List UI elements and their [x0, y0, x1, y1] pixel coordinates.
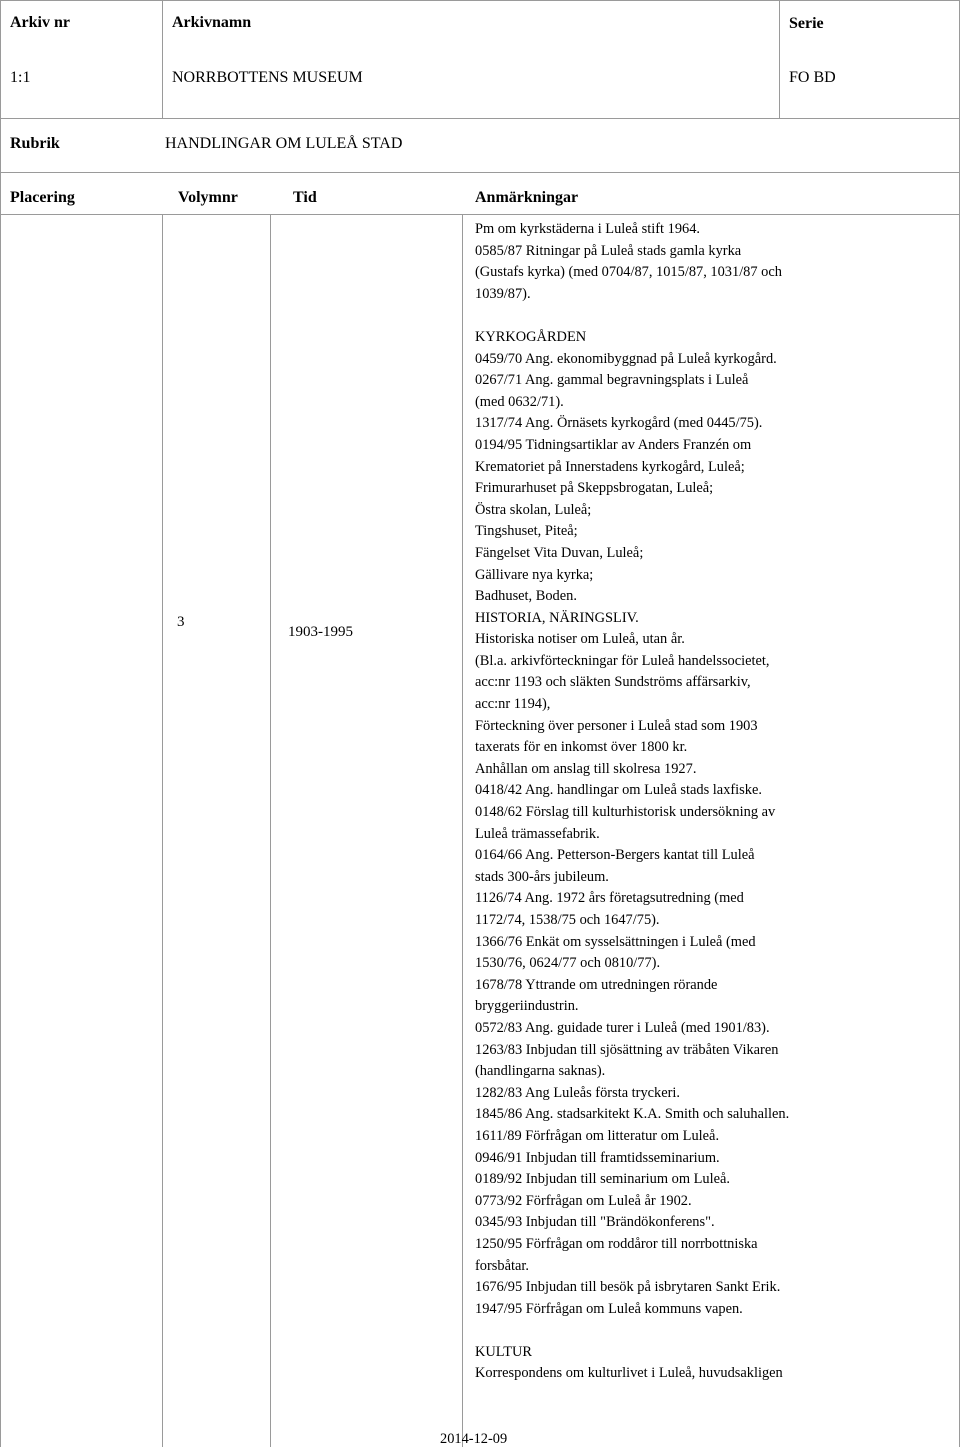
note-line: 1250/95 Förfrågan om roddåror till norrbottniska: [475, 1235, 758, 1252]
note-line: 0345/93 Inbjudan till "Brändökonferens".: [475, 1214, 715, 1231]
note-line: 0189/92 Inbjudan till seminarium om Luleå.: [475, 1171, 730, 1188]
rule-top: [0, 0, 960, 1]
rule-rubrik: [0, 172, 960, 173]
note-line: 0459/70 Ang. ekonomibyggnad på Luleå kyrkogård.: [475, 350, 777, 367]
note-line: Luleå trämassefabrik.: [475, 825, 600, 842]
rubrik-label: Rubrik: [10, 135, 60, 152]
note-line: Krematoriet på Innerstadens kyrkogård, Luleå;: [475, 458, 745, 475]
notes-block-kultur: [475, 1342, 789, 1385]
note-line: Korrespondens om kulturlivet i Luleå, huvudsakligen: [475, 1365, 783, 1382]
note-line: 1172/74, 1538/75 och 1647/75).: [475, 912, 660, 928]
note-line: 1366/76 Enkät om sysselsättningen i Luleå (med: [475, 933, 756, 950]
notes-gap: [475, 1320, 789, 1342]
note-line: 1126/74 Ang. 1972 års företagsutredning (med: [475, 890, 744, 907]
note-line: 1317/74 Ang. Örnäsets kyrkogård (med 0445/75).: [475, 415, 763, 432]
note-line: 1263/83 Inbjudan till sjösättning av träbåten Vikaren: [475, 1041, 779, 1058]
note-line: 1530/76, 0624/77 och 0810/77).: [475, 955, 661, 972]
serie-label: Serie: [789, 15, 824, 32]
rule-left: [0, 0, 1, 1447]
arkivnamn-label: Arkivnamn: [172, 14, 252, 31]
note-line: 1845/86 Ang. stadsarkitekt K.A. Smith och saluhallen.: [475, 1106, 790, 1123]
arkivnr-label: Arkiv nr: [10, 14, 70, 31]
notes-gap: [475, 305, 789, 327]
rule-tid: [270, 214, 271, 1447]
note-line: 0585/87 Ritningar på Luleå stads gamla kyrka: [475, 242, 742, 259]
note-line: 0418/42 Ang. handlingar om Luleå stads laxfiske.: [475, 782, 762, 799]
row-tid: 1903-1995: [288, 624, 353, 640]
serie-value: FO BD: [789, 69, 836, 86]
note-line: 0148/62 Förslag till kulturhistorisk undersökning av: [475, 804, 776, 821]
note-line: Badhuset, Boden.: [475, 588, 577, 605]
note-line: KULTUR: [475, 1343, 533, 1360]
note-line: (Gustafs kyrka) (med 0704/87, 1015/87, 1031/87 och: [475, 264, 782, 281]
notes-block-kyrkogarden: [475, 327, 789, 1320]
note-line: stads 300-års jubileum.: [475, 868, 609, 885]
note-line: 1039/87).: [475, 285, 531, 302]
note-line: 0572/83 Ang. guidade turer i Luleå (med 1901/83).: [475, 1019, 770, 1036]
arkivnr-value: 1:1: [10, 69, 31, 86]
col-tid: Tid: [293, 189, 317, 206]
rubrik-value: HANDLINGAR OM LULEÅ STAD: [165, 135, 403, 152]
note-line: Tingshuset, Piteå;: [475, 523, 578, 540]
note-line: Förteckning över personer i Luleå stad som 1903: [475, 717, 758, 734]
note-line: bryggeriindustrin.: [475, 998, 579, 1015]
note-line: Gällivare nya kyrka;: [475, 566, 594, 583]
rule-volymnr: [162, 214, 163, 1447]
note-line: acc:nr 1194),: [475, 696, 551, 713]
note-line: 0194/95 Tidningsartiklar av Anders Franzén om: [475, 436, 752, 453]
col-placering: Placering: [10, 189, 75, 206]
note-line: forsbåtar.: [475, 1257, 529, 1274]
note-line: KYRKOGÅRDEN: [475, 328, 587, 345]
note-line: 0773/92 Förfrågan om Luleå år 1902.: [475, 1192, 692, 1209]
rule-arkivnamn: [162, 0, 163, 118]
note-line: 0164/66 Ang. Petterson-Bergers kantat till Luleå: [475, 847, 755, 864]
note-line: 1947/95 Förfrågan om Luleå kommuns vapen.: [475, 1300, 743, 1317]
note-line: (handlingarna saknas).: [475, 1063, 606, 1080]
note-line: 1676/95 Inbjudan till besök på isbrytaren Sankt Erik.: [475, 1279, 781, 1296]
note-line: Östra skolan, Luleå;: [475, 501, 592, 518]
note-line: Anhållan om anslag till skolresa 1927.: [475, 760, 697, 777]
col-anmarkningar: Anmärkningar: [475, 189, 579, 206]
rule-columns: [0, 214, 960, 215]
note-line: Frimurarhuset på Skeppsbrogatan, Luleå;: [475, 480, 714, 497]
note-line: (Bl.a. arkivförteckningar för Luleå handelssocietet,: [475, 652, 770, 669]
note-line: 1611/89 Förfrågan om litteratur om Luleå.: [475, 1127, 720, 1144]
note-line: 1678/78 Yttrande om utredningen rörande: [475, 976, 718, 993]
note-line: (med 0632/71).: [475, 393, 564, 410]
notes-block-pm: [475, 219, 789, 305]
footer-date: 2014-12-09: [440, 1431, 508, 1447]
note-line: acc:nr 1193 och släkten Sundströms affärsarkiv,: [475, 674, 751, 691]
note-line: 0267/71 Ang. gammal begravningsplats i Luleå: [475, 372, 749, 389]
rule-anmarkningar: [462, 214, 463, 1447]
note-line: 0946/91 Inbjudan till framtidsseminarium.: [475, 1149, 720, 1166]
row-volymnr: 3: [177, 614, 185, 630]
anmarkningar-text: [475, 219, 789, 1385]
note-line: taxerats för en inkomst över 1800 kr.: [475, 739, 688, 756]
col-volymnr: Volymnr: [178, 189, 238, 206]
note-line: HISTORIA, NÄRINGSLIV.: [475, 609, 639, 626]
note-line: Pm om kyrkstäderna i Luleå stift 1964.: [475, 221, 701, 237]
rule-serie: [779, 0, 780, 118]
note-line: Historiska notiser om Luleå, utan år.: [475, 631, 685, 648]
note-line: 1282/83 Ang Luleås första tryckeri.: [475, 1084, 681, 1101]
rule-header: [0, 118, 960, 119]
arkivnamn-value: NORRBOTTENS MUSEUM: [172, 69, 363, 86]
note-line: Fängelset Vita Duvan, Luleå;: [475, 544, 644, 561]
